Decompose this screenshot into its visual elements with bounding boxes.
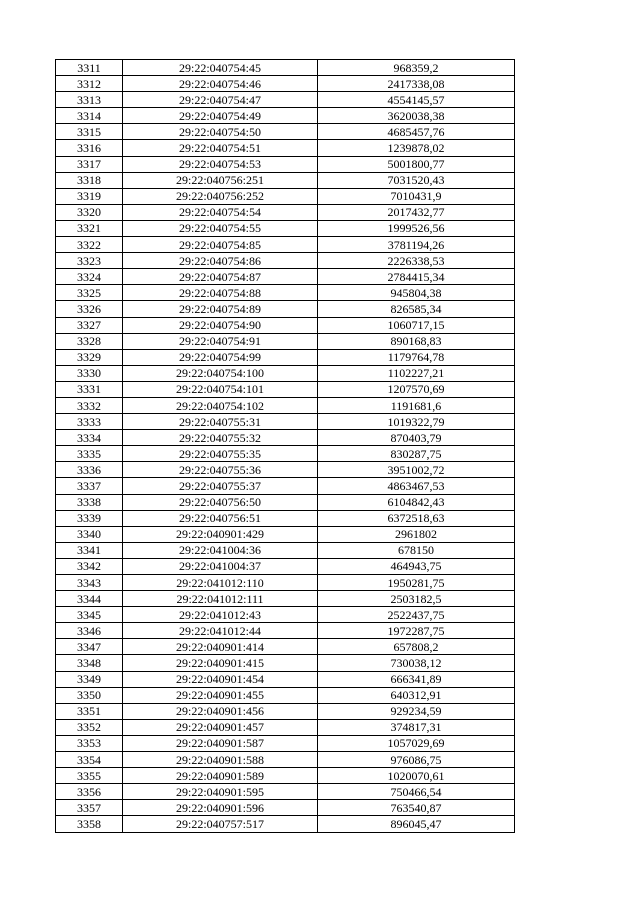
cadastral-number-cell: 29:22:040754:89 bbox=[123, 301, 318, 317]
cadastral-value-cell: 3951002,72 bbox=[318, 462, 515, 478]
row-number-cell: 3336 bbox=[56, 462, 123, 478]
cadastral-number-cell: 29:22:040755:35 bbox=[123, 446, 318, 462]
table-row bbox=[56, 526, 515, 542]
cadastral-value-cell: 3781194,26 bbox=[318, 237, 515, 253]
row-number-cell: 3334 bbox=[56, 430, 123, 446]
cadastral-value-cell: 826585,34 bbox=[318, 301, 515, 317]
cadastral-value-cell: 657808,2 bbox=[318, 639, 515, 655]
cadastral-number-cell: 29:22:040901:454 bbox=[123, 671, 318, 687]
cadastral-number-cell: 29:22:040901:455 bbox=[123, 687, 318, 703]
cadastral-value-cell: 4554145,57 bbox=[318, 92, 515, 108]
cadastral-number-cell: 29:22:040754:102 bbox=[123, 397, 318, 413]
cadastral-number-cell: 29:22:040754:50 bbox=[123, 124, 318, 140]
cadastral-number-cell: 29:22:040754:87 bbox=[123, 269, 318, 285]
cadastral-number-cell: 29:22:040754:54 bbox=[123, 204, 318, 220]
cadastral-number-cell: 29:22:040901:589 bbox=[123, 768, 318, 784]
cadastral-number-cell: 29:22:040754:49 bbox=[123, 108, 318, 124]
table-row bbox=[56, 575, 515, 591]
cadastral-value-cell: 6372518,63 bbox=[318, 510, 515, 526]
table-row bbox=[56, 60, 515, 76]
row-number-cell: 3321 bbox=[56, 220, 123, 236]
cadastral-value-cell: 730038,12 bbox=[318, 655, 515, 671]
row-number-cell: 3335 bbox=[56, 446, 123, 462]
row-number-cell: 3354 bbox=[56, 752, 123, 768]
table-row bbox=[56, 623, 515, 639]
table-row bbox=[56, 687, 515, 703]
cadastral-number-cell: 29:22:040754:47 bbox=[123, 92, 318, 108]
cadastral-number-cell: 29:22:041012:110 bbox=[123, 575, 318, 591]
cadastral-number-cell: 29:22:040754:100 bbox=[123, 365, 318, 381]
table-row bbox=[56, 703, 515, 719]
row-number-cell: 3339 bbox=[56, 510, 123, 526]
table-row bbox=[56, 301, 515, 317]
cadastral-value-cell: 2417338,08 bbox=[318, 76, 515, 92]
row-number-cell: 3320 bbox=[56, 204, 123, 220]
cadastral-value-cell: 896045,47 bbox=[318, 816, 515, 832]
table-row bbox=[56, 172, 515, 188]
cadastral-value-cell: 763540,87 bbox=[318, 800, 515, 816]
row-number-cell: 3343 bbox=[56, 575, 123, 591]
cadastral-number-cell: 29:22:040901:429 bbox=[123, 526, 318, 542]
table-row bbox=[56, 220, 515, 236]
row-number-cell: 3356 bbox=[56, 784, 123, 800]
row-number-cell: 3325 bbox=[56, 285, 123, 301]
table-body bbox=[56, 60, 515, 833]
cadastral-number-cell: 29:22:041004:37 bbox=[123, 558, 318, 574]
table-row bbox=[56, 478, 515, 494]
cadastral-number-cell: 29:22:041012:44 bbox=[123, 623, 318, 639]
cadastral-value-cell: 2784415,34 bbox=[318, 269, 515, 285]
cadastral-value-cell: 890168,83 bbox=[318, 333, 515, 349]
cadastral-value-cell: 678150 bbox=[318, 542, 515, 558]
table-row bbox=[56, 333, 515, 349]
row-number-cell: 3313 bbox=[56, 92, 123, 108]
cadastral-number-cell: 29:22:040754:88 bbox=[123, 285, 318, 301]
cadastral-value-cell: 830287,75 bbox=[318, 446, 515, 462]
cadastral-value-cell: 5001800,77 bbox=[318, 156, 515, 172]
row-number-cell: 3342 bbox=[56, 558, 123, 574]
row-number-cell: 3351 bbox=[56, 703, 123, 719]
cadastral-value-cell: 2017432,77 bbox=[318, 204, 515, 220]
row-number-cell: 3348 bbox=[56, 655, 123, 671]
cadastral-value-cell: 2503182,5 bbox=[318, 591, 515, 607]
cadastral-number-cell: 29:22:040756:50 bbox=[123, 494, 318, 510]
row-number-cell: 3353 bbox=[56, 735, 123, 751]
cadastral-number-cell: 29:22:040754:46 bbox=[123, 76, 318, 92]
row-number-cell: 3331 bbox=[56, 381, 123, 397]
table-row bbox=[56, 591, 515, 607]
table-row bbox=[56, 76, 515, 92]
cadastral-number-cell: 29:22:040754:85 bbox=[123, 237, 318, 253]
row-number-cell: 3340 bbox=[56, 526, 123, 542]
row-number-cell: 3341 bbox=[56, 542, 123, 558]
table-row bbox=[56, 381, 515, 397]
cadastral-number-cell: 29:22:040754:55 bbox=[123, 220, 318, 236]
cadastral-value-cell: 870403,79 bbox=[318, 430, 515, 446]
row-number-cell: 3344 bbox=[56, 591, 123, 607]
cadastral-value-cell: 7031520,43 bbox=[318, 172, 515, 188]
cadastral-value-cell: 1060717,15 bbox=[318, 317, 515, 333]
cadastral-value-cell: 666341,89 bbox=[318, 671, 515, 687]
table-row bbox=[56, 752, 515, 768]
cadastral-value-cell: 640312,91 bbox=[318, 687, 515, 703]
table-row bbox=[56, 156, 515, 172]
table-row bbox=[56, 269, 515, 285]
cadastral-number-cell: 29:22:040754:53 bbox=[123, 156, 318, 172]
cadastral-number-cell: 29:22:040754:51 bbox=[123, 140, 318, 156]
table-row bbox=[56, 349, 515, 365]
table-row bbox=[56, 494, 515, 510]
cadastral-number-cell: 29:22:040901:415 bbox=[123, 655, 318, 671]
cadastral-value-cell: 1020070,61 bbox=[318, 768, 515, 784]
table-row bbox=[56, 816, 515, 832]
cadastral-number-cell: 29:22:040756:252 bbox=[123, 188, 318, 204]
row-number-cell: 3349 bbox=[56, 671, 123, 687]
cadastral-number-cell: 29:22:040754:86 bbox=[123, 253, 318, 269]
cadastral-value-table bbox=[55, 59, 515, 833]
cadastral-value-cell: 968359,2 bbox=[318, 60, 515, 76]
cadastral-value-cell: 1019322,79 bbox=[318, 414, 515, 430]
cadastral-value-cell: 374817,31 bbox=[318, 719, 515, 735]
cadastral-value-cell: 1999526,56 bbox=[318, 220, 515, 236]
cadastral-number-cell: 29:22:041012:43 bbox=[123, 607, 318, 623]
table-row bbox=[56, 204, 515, 220]
table-row bbox=[56, 446, 515, 462]
row-number-cell: 3326 bbox=[56, 301, 123, 317]
cadastral-number-cell: 29:22:040754:45 bbox=[123, 60, 318, 76]
row-number-cell: 3312 bbox=[56, 76, 123, 92]
cadastral-number-cell: 29:22:040756:251 bbox=[123, 172, 318, 188]
table-row bbox=[56, 365, 515, 381]
row-number-cell: 3319 bbox=[56, 188, 123, 204]
cadastral-number-cell: 29:22:040754:91 bbox=[123, 333, 318, 349]
cadastral-value-cell: 1972287,75 bbox=[318, 623, 515, 639]
cadastral-value-cell: 976086,75 bbox=[318, 752, 515, 768]
table-row bbox=[56, 800, 515, 816]
cadastral-number-cell: 29:22:040901:596 bbox=[123, 800, 318, 816]
row-number-cell: 3329 bbox=[56, 349, 123, 365]
row-number-cell: 3352 bbox=[56, 719, 123, 735]
row-number-cell: 3358 bbox=[56, 816, 123, 832]
cadastral-value-cell: 929234,59 bbox=[318, 703, 515, 719]
table-row bbox=[56, 253, 515, 269]
cadastral-number-cell: 29:22:041004:36 bbox=[123, 542, 318, 558]
cadastral-value-cell: 1239878,02 bbox=[318, 140, 515, 156]
table-row bbox=[56, 430, 515, 446]
row-number-cell: 3332 bbox=[56, 397, 123, 413]
cadastral-number-cell: 29:22:040754:90 bbox=[123, 317, 318, 333]
table-row bbox=[56, 285, 515, 301]
row-number-cell: 3357 bbox=[56, 800, 123, 816]
row-number-cell: 3315 bbox=[56, 124, 123, 140]
cadastral-number-cell: 29:22:040757:517 bbox=[123, 816, 318, 832]
cadastral-number-cell: 29:22:040755:31 bbox=[123, 414, 318, 430]
table-row bbox=[56, 414, 515, 430]
row-number-cell: 3327 bbox=[56, 317, 123, 333]
row-number-cell: 3338 bbox=[56, 494, 123, 510]
cadastral-value-cell: 2522437,75 bbox=[318, 607, 515, 623]
cadastral-value-cell: 945804,38 bbox=[318, 285, 515, 301]
table-row bbox=[56, 558, 515, 574]
table-row bbox=[56, 124, 515, 140]
cadastral-value-cell: 1950281,75 bbox=[318, 575, 515, 591]
cadastral-value-cell: 4863467,53 bbox=[318, 478, 515, 494]
cadastral-value-cell: 7010431,9 bbox=[318, 188, 515, 204]
cadastral-value-cell: 1179764,78 bbox=[318, 349, 515, 365]
table-row bbox=[56, 140, 515, 156]
cadastral-value-cell: 1057029,69 bbox=[318, 735, 515, 751]
row-number-cell: 3322 bbox=[56, 237, 123, 253]
cadastral-number-cell: 29:22:040901:456 bbox=[123, 703, 318, 719]
row-number-cell: 3337 bbox=[56, 478, 123, 494]
cadastral-number-cell: 29:22:040901:587 bbox=[123, 735, 318, 751]
table-row bbox=[56, 719, 515, 735]
cadastral-number-cell: 29:22:040754:99 bbox=[123, 349, 318, 365]
table-row bbox=[56, 462, 515, 478]
table-row bbox=[56, 542, 515, 558]
cadastral-value-cell: 2226338,53 bbox=[318, 253, 515, 269]
cadastral-value-cell: 3620038,38 bbox=[318, 108, 515, 124]
table-row bbox=[56, 784, 515, 800]
cadastral-number-cell: 29:22:040901:414 bbox=[123, 639, 318, 655]
cadastral-number-cell: 29:22:040901:595 bbox=[123, 784, 318, 800]
cadastral-number-cell: 29:22:041012:111 bbox=[123, 591, 318, 607]
table-row bbox=[56, 639, 515, 655]
row-number-cell: 3355 bbox=[56, 768, 123, 784]
table-row bbox=[56, 607, 515, 623]
cadastral-value-cell: 1191681,6 bbox=[318, 397, 515, 413]
row-number-cell: 3314 bbox=[56, 108, 123, 124]
row-number-cell: 3346 bbox=[56, 623, 123, 639]
cadastral-number-cell: 29:22:040901:457 bbox=[123, 719, 318, 735]
table-row bbox=[56, 768, 515, 784]
row-number-cell: 3324 bbox=[56, 269, 123, 285]
cadastral-number-cell: 29:22:040755:36 bbox=[123, 462, 318, 478]
table-row bbox=[56, 397, 515, 413]
cadastral-value-cell: 2961802 bbox=[318, 526, 515, 542]
cadastral-value-cell: 464943,75 bbox=[318, 558, 515, 574]
cadastral-value-cell: 750466,54 bbox=[318, 784, 515, 800]
table-row bbox=[56, 317, 515, 333]
row-number-cell: 3330 bbox=[56, 365, 123, 381]
cadastral-number-cell: 29:22:040756:51 bbox=[123, 510, 318, 526]
row-number-cell: 3347 bbox=[56, 639, 123, 655]
cadastral-number-cell: 29:22:040901:588 bbox=[123, 752, 318, 768]
cadastral-value-cell: 6104842,43 bbox=[318, 494, 515, 510]
row-number-cell: 3323 bbox=[56, 253, 123, 269]
table-row bbox=[56, 92, 515, 108]
table-row bbox=[56, 510, 515, 526]
row-number-cell: 3317 bbox=[56, 156, 123, 172]
table-row bbox=[56, 108, 515, 124]
cadastral-value-cell: 1102227,21 bbox=[318, 365, 515, 381]
cadastral-number-cell: 29:22:040754:101 bbox=[123, 381, 318, 397]
row-number-cell: 3333 bbox=[56, 414, 123, 430]
cadastral-value-cell: 1207570,69 bbox=[318, 381, 515, 397]
table-row bbox=[56, 655, 515, 671]
cadastral-number-cell: 29:22:040755:37 bbox=[123, 478, 318, 494]
row-number-cell: 3328 bbox=[56, 333, 123, 349]
table-row bbox=[56, 188, 515, 204]
row-number-cell: 3350 bbox=[56, 687, 123, 703]
cadastral-number-cell: 29:22:040755:32 bbox=[123, 430, 318, 446]
row-number-cell: 3318 bbox=[56, 172, 123, 188]
cadastral-value-cell: 4685457,76 bbox=[318, 124, 515, 140]
table-row bbox=[56, 237, 515, 253]
row-number-cell: 3345 bbox=[56, 607, 123, 623]
table-row bbox=[56, 671, 515, 687]
row-number-cell: 3311 bbox=[56, 60, 123, 76]
table-row bbox=[56, 735, 515, 751]
row-number-cell: 3316 bbox=[56, 140, 123, 156]
